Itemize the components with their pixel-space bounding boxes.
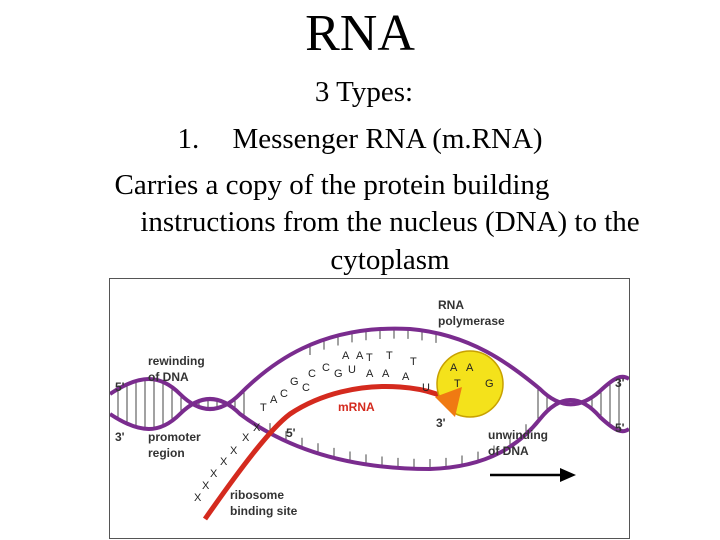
base-letter: A: [466, 362, 474, 374]
label-rewinding-2: of DNA: [148, 370, 189, 384]
base-letter: U: [348, 364, 356, 376]
dna-base-pair-rungs: [118, 329, 619, 469]
base-letter: T: [260, 402, 267, 414]
description-line-2: instructions from the nucleus (DNA) to the: [140, 206, 640, 238]
label-promoter: promoter: [148, 430, 201, 444]
list-item-number: 1.: [177, 123, 200, 155]
svg-text:X: X: [230, 445, 238, 457]
label-rna-polymerase-2: polymerase: [438, 314, 505, 328]
svg-text:X: X: [210, 468, 218, 480]
base-letter: T: [454, 378, 461, 390]
base-letter: A: [342, 350, 350, 362]
transcription-svg: [110, 279, 629, 538]
list-item-messenger-rna: [0, 122, 720, 156]
label-3prime-right: 3': [615, 376, 625, 390]
label-5prime-mrna: 5': [286, 426, 296, 440]
label-ribosome: ribosome: [230, 488, 285, 502]
base-letter: A: [382, 368, 390, 380]
label-mrna: mRNA: [338, 400, 375, 414]
direction-arrow-head: [560, 468, 576, 482]
base-letter: T: [366, 352, 373, 364]
label-3prime-mrna: 3': [436, 416, 446, 430]
label-rewinding: rewinding: [148, 354, 205, 368]
slide-title: RNA: [305, 5, 415, 62]
label-ribosome-2: binding site: [230, 504, 298, 518]
base-letter: C: [302, 382, 310, 394]
list-item-text: Messenger RNA (m.RNA): [232, 123, 543, 155]
base-letter: C: [308, 368, 316, 380]
base-letter: C: [280, 388, 288, 400]
base-letter: C: [322, 362, 330, 374]
base-letter: T: [410, 356, 417, 368]
svg-text:X: X: [253, 422, 261, 434]
svg-text:X: X: [220, 456, 228, 468]
label-5prime-left: 5': [115, 380, 125, 394]
base-letter: G: [485, 378, 494, 390]
types-heading: 3 Types:: [314, 76, 414, 108]
label-rna-polymerase: RNA: [438, 298, 464, 312]
base-letter: A: [356, 350, 364, 362]
label-promoter-2: region: [148, 446, 185, 460]
description-line-3: cytoplasm: [330, 244, 450, 276]
svg-text:X: X: [202, 480, 210, 492]
label-3prime-left: 3': [115, 430, 125, 444]
base-letter: G: [334, 368, 343, 380]
label-5prime-right: 5': [615, 421, 625, 435]
base-letter: A: [270, 394, 278, 406]
svg-text:X: X: [194, 492, 202, 504]
base-letter: G: [290, 376, 299, 388]
transcription-diagram: [109, 278, 630, 539]
svg-text:X: X: [242, 432, 250, 444]
base-letter: A: [402, 371, 410, 383]
base-letter: A: [450, 362, 458, 374]
base-letter: U: [422, 382, 430, 394]
label-unwinding-2: of DNA: [488, 444, 529, 458]
base-letter: A: [366, 368, 374, 380]
label-unwinding: unwinding: [488, 428, 548, 442]
description-line-1: Carries a copy of the protein building: [114, 169, 550, 201]
base-letter: T: [386, 350, 393, 362]
